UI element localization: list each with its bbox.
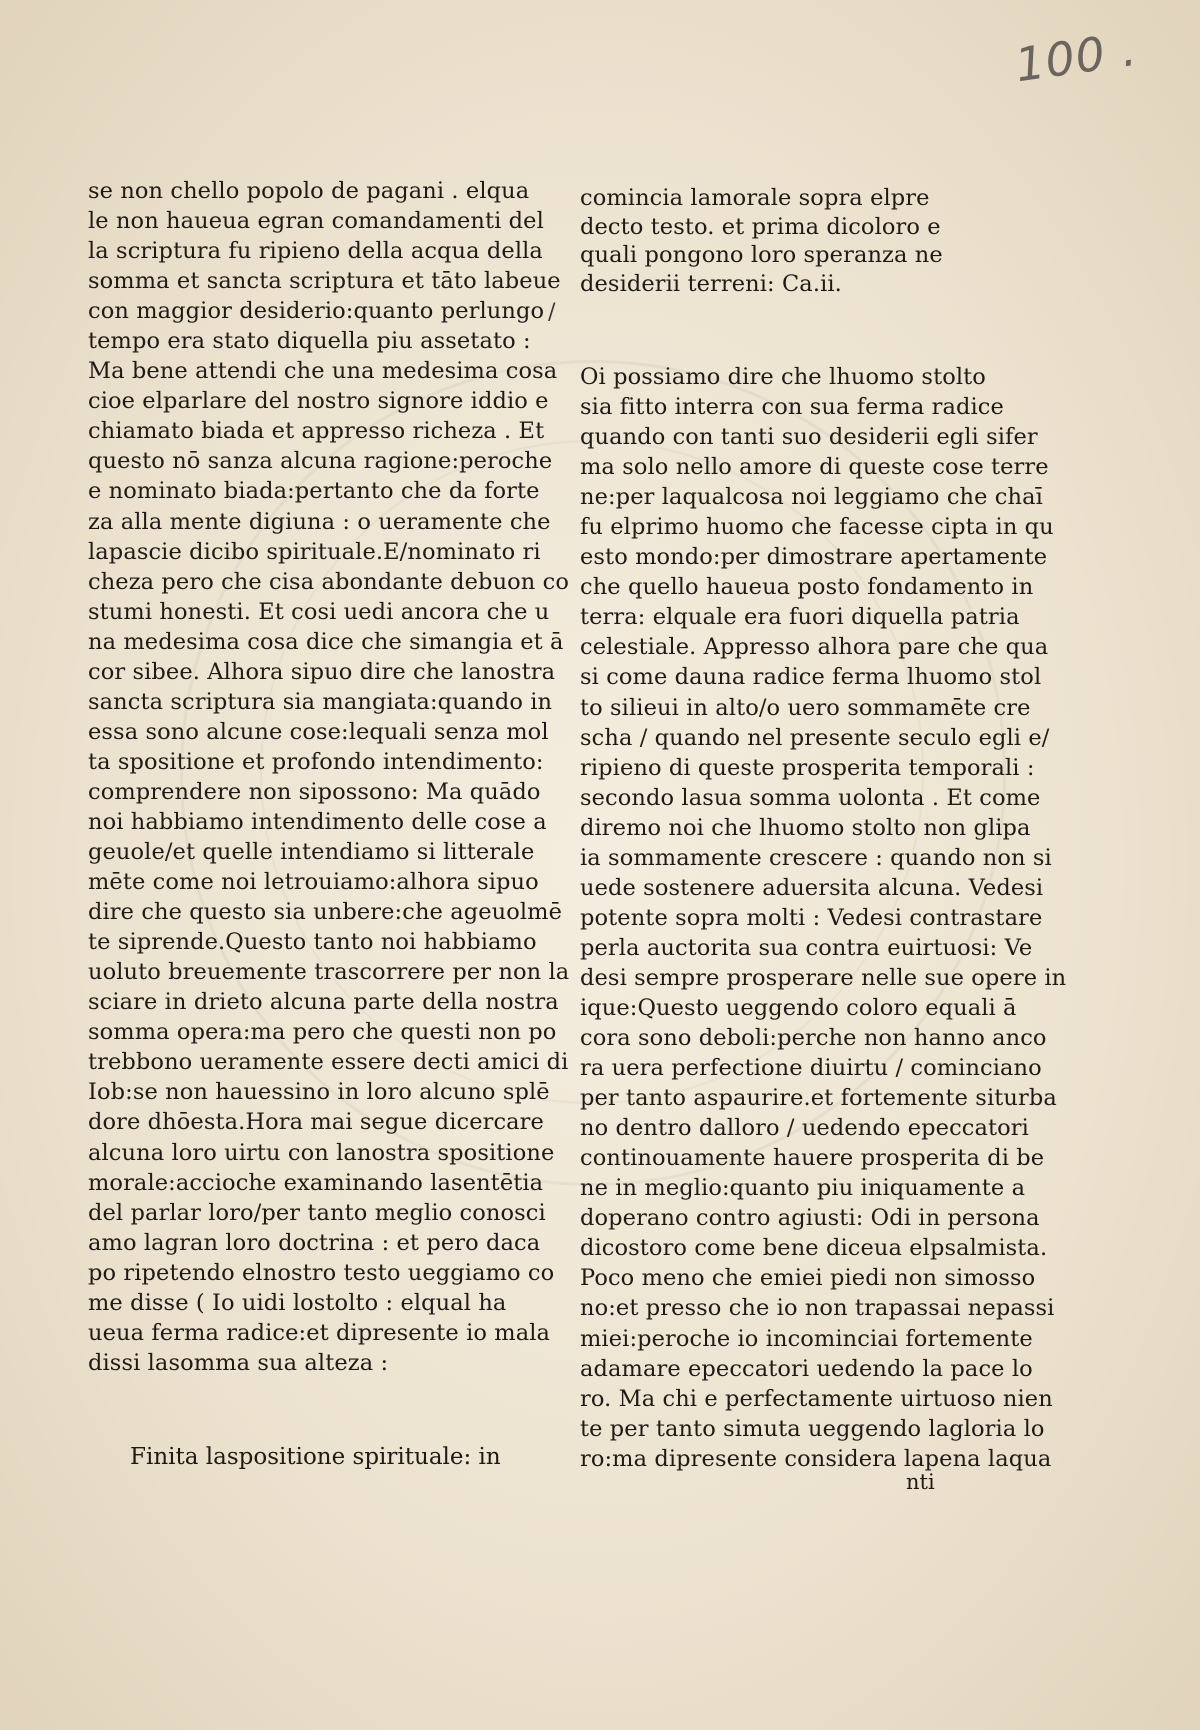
text-line: chiamato biada et appresso richeza . Et bbox=[88, 418, 545, 445]
text-line: tempo era stato diquella piu assetato : bbox=[88, 328, 531, 355]
text-line: continouamente hauere prosperita di be bbox=[580, 1145, 1045, 1172]
text-line: potente sopra molti : Vedesi contrastare bbox=[580, 904, 1043, 931]
initial-line bbox=[544, 362, 1066, 392]
text-line: essa sono alcune cose:lequali senza mol bbox=[88, 718, 549, 745]
text-line: Poco meno che emiei piedi non simosso bbox=[580, 1265, 1036, 1292]
text-line: quando con tanti suo desiderii egli sifer bbox=[580, 424, 1038, 451]
text-line: somma opera:ma pero che questi non po bbox=[88, 1019, 557, 1046]
text-line: na medesima cosa dice che simangia et ā bbox=[88, 628, 564, 655]
text-line: ripieno di queste prosperita temporali : bbox=[580, 754, 1035, 781]
text-line: lapascie dicibo spirituale.E/nominato ri bbox=[88, 538, 541, 565]
text-line: cor sibee. Alhora sipuo dire che lanostra bbox=[88, 658, 556, 685]
text-line: ne:per laqualcosa noi leggiamo che chaī bbox=[580, 484, 1043, 511]
text-line: ta spositione et profondo intendimento: bbox=[88, 748, 544, 775]
text-line: po ripetendo elnostro testo ueggiamo co bbox=[88, 1259, 555, 1286]
text-line: ia sommamente crescere : quando non si bbox=[580, 844, 1052, 871]
text-line: mēte come noi letrouiamo:alhora sipuo bbox=[88, 869, 539, 896]
text-line: no dentro dalloro / uedendo epeccatori bbox=[580, 1115, 1029, 1142]
chapter-heading bbox=[580, 184, 943, 298]
text-line: cheza pero che cisa abondante debuon co bbox=[88, 568, 569, 595]
text-line: ra uera perfectione diuirtu / cominciano bbox=[580, 1055, 1042, 1082]
text-line: del parlar loro/per tanto meglio conosci bbox=[88, 1199, 546, 1226]
text-line: alcuna loro uirtu con lanostra spositione bbox=[88, 1139, 555, 1166]
text-line: esto mondo:per dimostrare apertamente bbox=[580, 544, 1048, 571]
text-line: dicostoro come bene diceua elpsalmista. bbox=[580, 1235, 1048, 1262]
text-line: per tanto aspaurire.et fortemente siturba bbox=[580, 1085, 1057, 1112]
text-line: cioe elparlare del nostro signore iddio e bbox=[88, 388, 549, 415]
catchword: nti bbox=[906, 1470, 935, 1494]
text-line: dire che questo sia unbere:che ageuolmē bbox=[88, 899, 563, 926]
text-line: fu elprimo huomo che facesse cipta in qu bbox=[580, 514, 1054, 541]
text-line: dore dhōesta.Hora mai segue dicercare bbox=[88, 1109, 544, 1136]
text-line: sia fitto interra con sua ferma radice bbox=[580, 394, 1004, 421]
text-line: za alla mente digiuna : o ueramente che bbox=[88, 508, 551, 535]
text-line: amo lagran loro doctrina : et pero daca bbox=[88, 1229, 541, 1256]
right-text-column bbox=[544, 362, 1066, 1474]
text-line: stumi honesti. Et cosi uedi ancora che u bbox=[88, 598, 550, 625]
text-line: uede sostenere aduersita alcuna. Vedesi bbox=[580, 874, 1044, 901]
text-line: desi sempre prosperare nelle sue opere in bbox=[580, 964, 1067, 991]
text-line: che quello haueua posto fondamento in bbox=[580, 574, 1034, 601]
text-line: diremo noi che lhuomo stolto non glipa bbox=[580, 814, 1031, 841]
text-line: decto testo. et prima dicoloro e bbox=[580, 213, 941, 240]
text-line: desiderii terreni: Ca.ii. bbox=[580, 270, 842, 297]
text-line: no:et presso che io non trapassai nepassi bbox=[580, 1295, 1055, 1322]
text-line: sancta scriptura sia mangiata:quando in bbox=[88, 688, 553, 715]
text-line: Iob:se non hauessino in loro alcuno splē bbox=[88, 1079, 550, 1106]
text-line: se non chello popolo de pagani . elqua bbox=[88, 178, 530, 204]
text-line: terra: elquale era fuori diquella patria bbox=[580, 604, 1020, 631]
text-line: quali pongono loro speranza ne bbox=[580, 242, 943, 268]
text-line: perla auctorita sua contra euirtuosi: Ve bbox=[580, 934, 1033, 961]
text-line: ro. Ma chi e perfectamente uirtuoso nien bbox=[580, 1385, 1053, 1412]
text-line: secondo lasua somma uolonta . Et come bbox=[580, 784, 1041, 811]
text-line: cora sono deboli:perche non hanno anco bbox=[580, 1025, 1047, 1052]
text-line: noi habbiamo intendimento delle cose a bbox=[88, 808, 547, 835]
text-line: comprendere non sipossono: Ma quādo bbox=[88, 778, 541, 805]
text-line: geuole/et quelle intendiamo si litterale bbox=[88, 839, 535, 866]
initial-line-text: Oi possiamo dire che lhuomo stolto bbox=[580, 364, 986, 390]
explicit-line: Finita laspositione spirituale: in bbox=[130, 1444, 501, 1470]
text-line: trebbono ueramente essere decti amici di bbox=[88, 1049, 569, 1076]
text-line: questo nō sanza alcuna ragione:peroche bbox=[88, 448, 553, 475]
text-line: te siprende.Questo tanto noi habbiamo bbox=[88, 929, 537, 956]
text-line: me disse ( Io uidi lostolto : elqual ha bbox=[88, 1289, 507, 1316]
text-line: ueua ferma radice:et dipresente io mala bbox=[88, 1319, 551, 1346]
text-line: sciare in drieto alcuna parte della nostra bbox=[88, 989, 559, 1016]
folio-number: 100 . bbox=[1011, 21, 1141, 93]
text-line: ro:ma dipresente considera lapena laqua bbox=[580, 1445, 1052, 1472]
text-line: comincia lamorale sopra elpre bbox=[580, 185, 930, 211]
text-line: uoluto breuemente trascorrere per non la bbox=[88, 959, 570, 986]
text-line: dissi lasomma sua alteza : bbox=[88, 1349, 389, 1376]
text-line: morale:acciochе examinando lasentētia bbox=[88, 1169, 544, 1196]
text-line: somma et sancta scriptura et tāto labeue bbox=[88, 268, 561, 295]
text-line: le non haueua egran comandamenti del bbox=[88, 208, 544, 235]
text-line: ne in meglio:quanto piu iniquamente a bbox=[580, 1175, 1026, 1202]
text-line: la scriptura fu ripieno della acqua della bbox=[88, 238, 543, 265]
text-line: celestiale. Appresso alhora pare che qua bbox=[580, 634, 1049, 661]
text-line: doperano contro agiusti: Odi in persona bbox=[580, 1205, 1040, 1232]
text-line: ma solo nello amore di queste cose terre bbox=[580, 454, 1049, 481]
text-line: si come dauna radice ferma lhuomo stol bbox=[580, 664, 1042, 691]
text-line: to silieui in alto/o uero sommamēte cre bbox=[580, 694, 1031, 721]
text-line: ique:Questo ueggendo coloro equali ā bbox=[580, 994, 1017, 1021]
text-line: te per tanto simuta ueggendo lagloria lo bbox=[580, 1415, 1045, 1442]
text-line: scha / quando nel presente seculo egli e/ bbox=[580, 724, 1050, 751]
left-text-column bbox=[88, 176, 569, 1378]
text-line: con maggior desiderio:quanto perlungo bbox=[88, 298, 545, 325]
pencil-mark: / bbox=[548, 300, 556, 325]
text-line: Ma bene attendi che una medesima cosa bbox=[88, 358, 558, 385]
text-line: miei:peroche io incominciai fortemente bbox=[580, 1325, 1033, 1352]
text-line: e nominato biada:pertanto che da forte bbox=[88, 478, 540, 505]
text-line: adamare epeccatori uedendo la pace lo bbox=[580, 1355, 1033, 1382]
